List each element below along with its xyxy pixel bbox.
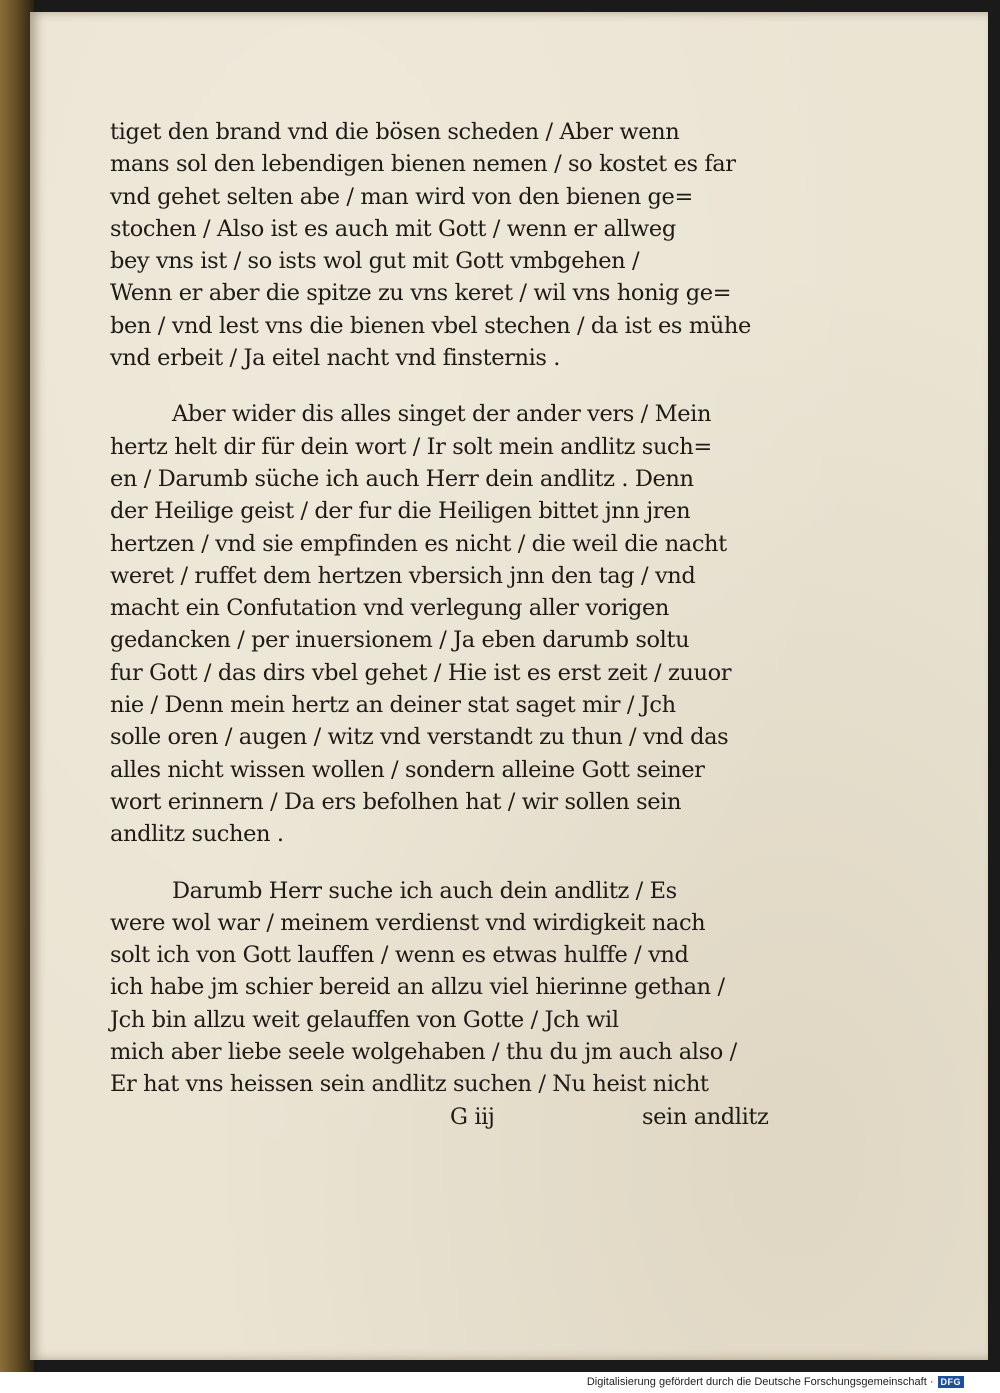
text-line: solle oren / augen / witz vnd verstandt zu thun / vnd das <box>110 724 729 751</box>
book-page <box>30 12 988 1360</box>
paragraph-2 <box>110 398 800 850</box>
paragraph-1 <box>110 116 800 374</box>
dfg-logo: DFG <box>938 1376 965 1388</box>
text-line: vnd erbeit / Ja eitel nacht vnd finsternis . <box>110 345 561 372</box>
text-line: nie / Denn mein hertz an deiner stat saget mir / Jch <box>110 692 676 719</box>
text-line: Jch bin allzu weit gelauffen von Gotte / Jch wil <box>110 1006 619 1033</box>
text-line: solt ich von Gott lauffen / wenn es etwas hulffe / vnd <box>110 942 689 969</box>
signature-mark: G iij <box>450 1103 495 1130</box>
text-line: fur Gott / das dirs vbel gehet / Hie ist es erst zeit / zuuor <box>110 659 732 686</box>
paragraph-3 <box>110 875 800 1101</box>
text-line: gedancken / per inuersionem / Ja eben darumb soltu <box>110 627 690 654</box>
text-line: ben / vnd lest vns die bienen vbel stechen / da ist es mühe <box>110 312 751 339</box>
text-line: en / Darumb süche ich auch Herr dein andlitz . Denn <box>110 465 694 492</box>
text-line: alles nicht wissen wollen / sondern alleine Gott seiner <box>110 756 705 783</box>
credit-text: Digitalisierung gefördert durch die Deutsche Forschungsgemeinschaft · <box>586 1376 934 1388</box>
catchword: sein andlitz <box>642 1103 769 1130</box>
digitization-credit <box>587 1376 964 1388</box>
text-line: Wenn er aber die spitze zu vns keret / wil vns honig ge= <box>110 280 732 307</box>
page-text-block <box>110 116 800 1133</box>
text-line: ich habe jm schier bereid an allzu viel hierinne gethan / <box>110 974 725 1001</box>
text-line: mich aber liebe seele wolgehaben / thu du jm auch also / <box>110 1039 737 1066</box>
text-line: tiget den brand vnd die bösen scheden / Aber wenn <box>110 119 680 145</box>
text-line: Er hat vns heissen sein andlitz suchen / Nu heist nicht <box>110 1071 709 1098</box>
text-line: mans sol den lebendigen bienen nemen / so kostet es far <box>110 151 736 178</box>
book-binding-edge <box>0 0 34 1372</box>
text-line: Aber wider dis alles singet der ander vers / Mein <box>172 401 712 428</box>
text-line: stochen / Also ist es auch mit Gott / wenn er allweg <box>110 215 676 242</box>
page-footer-line <box>110 1101 800 1133</box>
paragraph-gap <box>110 851 800 875</box>
paragraph-gap <box>110 374 800 398</box>
text-line: were wol war / meinem verdienst vnd wirdigkeit nach <box>110 909 706 936</box>
text-line: andlitz suchen . <box>110 821 284 848</box>
text-line: weret / ruffet dem hertzen vbersich jnn den tag / vnd <box>110 562 696 589</box>
text-line: bey vns ist / so ists wol gut mit Gott vmbgehen / <box>110 248 640 275</box>
text-line: vnd gehet selten abe / man wird von den bienen ge= <box>110 183 693 210</box>
text-line: hertzen / vnd sie empfinden es nicht / die weil die nacht <box>110 530 727 557</box>
text-line: macht ein Confutation vnd verlegung aller vorigen <box>110 595 669 622</box>
text-line: Darumb Herr suche ich auch dein andlitz / Es <box>172 877 677 904</box>
text-line: wort erinnern / Da ers befolhen hat / wir sollen sein <box>110 788 682 815</box>
text-line: hertz helt dir für dein wort / Ir solt mein andlitz such= <box>110 433 712 460</box>
text-line: der Heilige geist / der fur die Heiligen bittet jnn jren <box>110 498 691 525</box>
